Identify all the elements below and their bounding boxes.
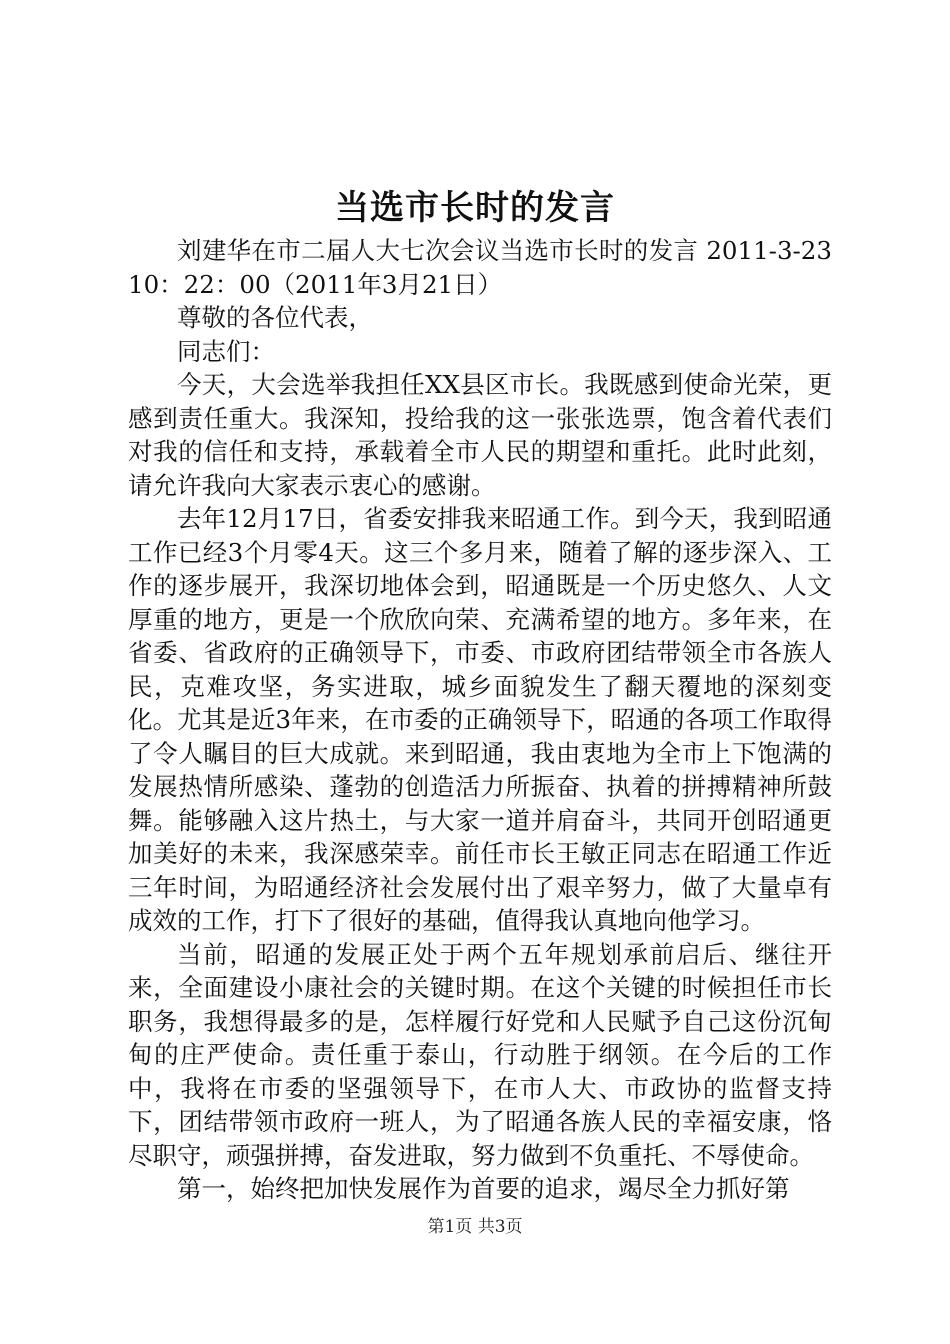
paragraph-salutation: 尊敬的各位代表，	[177, 303, 373, 332]
paragraph-body: 今天，大会选举我担任XX县区市长。我既感到使命光荣，更感到责任重大。我深知，投给我的这一张张选票，饱含着代表们对我的信任和支持，承载着全市人民的期望和重托。此时此刻，请允许我向大家表示衷心的感谢。	[128, 370, 832, 500]
document-title: 当选市长时的发言	[335, 188, 615, 228]
paragraph-heading-line: 刘建华在市二届人大七次会议当选市长时的发言 2011-3-2310：22：00（2011年3月21日）	[128, 236, 832, 299]
paragraph-comrades: 同志们：	[177, 336, 275, 366]
paragraph-body: 第一，始终把加快发展作为首要的追求，竭尽全力抓好第	[177, 1174, 790, 1203]
document-body	[128, 234, 832, 1206]
paragraph-body: 去年12月17日，省委安排我来昭通工作。到今天，我到昭通工作已经3个月零4天。这三个多月来，随着了解的逐步深入、工作的逐步展开，我深切地体会到，昭通既是一个历史悠久、人文厚重的地方，更是一个欣欣向荣、充满希望的地方。多年来，在省委、省政府的正确领导下，市委、市政府团结带领全市各族人民，克难攻坚，务实进取，城乡面貌发生了翻天覆地的深刻变化。尤其是近3年来，在市委的正确领导下，昭通的各项工作取得了令人瞩目的巨大成就。来到昭通，我由衷地为全市上下饱满的发展热情所感染、蓬勃的创造活力所振奋、执着的拼搏精神所鼓舞。能够融入这片热土，与大家一道并肩奋斗，共同开创昭通更加美好的未来，我深感荣幸。前任市长王敏正同志在昭通工作近三年时间，为昭通经济社会发展付出了艰辛努力，做了大量卓有成效的工作，打下了很好的基础，值得我认真地向他学习。	[128, 504, 832, 935]
paragraph-body: 当前，昭通的发展正处于两个五年规划承前启后、继往开来，全面建设小康社会的关键时期。在这个关键的时候担任市长职务，我想得最多的是，怎样履行好党和人民赋予自己这份沉甸甸的庄严使命。责任重于泰山，行动胜于纲领。在今后的工作中，我将在市委的坚强领导下，在市人大、市政协的监督支持下，团结带领市政府一班人，为了昭通各族人民的幸福安康，恪尽职守，顽强拼搏，奋发进取，努力做到不负重托、不辱使命。	[128, 939, 832, 1170]
page-footer: 第1页 共3页	[427, 1217, 523, 1237]
